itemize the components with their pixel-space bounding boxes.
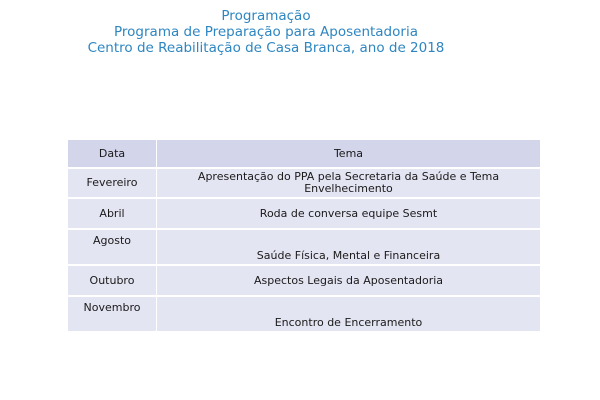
title-line-2: Programa de Preparação para Aposentadoria	[114, 24, 418, 40]
row-date: Agosto	[68, 230, 157, 266]
header-date: Data	[68, 140, 157, 169]
row-date: Fevereiro	[68, 169, 157, 199]
row-theme: Roda de conversa equipe Sesmt	[157, 199, 540, 230]
row-theme: Aspectos Legais da Aposentadoria	[157, 266, 540, 297]
page-title	[0, 8, 532, 56]
table-row	[68, 199, 540, 230]
header-theme: Tema	[157, 140, 540, 169]
row-theme: Apresentação do PPA pela Secretaria da Saúde e Tema Envelhecimento	[157, 169, 540, 199]
row-date: Novembro	[68, 297, 157, 333]
table-header-row	[68, 140, 540, 169]
title-line-3: Centro de Reabilitação de Casa Branca, ano de 2018	[87, 40, 445, 56]
row-date: Abril	[68, 199, 157, 230]
row-date: Outubro	[68, 266, 157, 297]
table-row	[68, 169, 540, 199]
table-row	[68, 266, 540, 297]
table-row	[68, 297, 540, 333]
row-theme: Encontro de Encerramento	[157, 297, 540, 333]
schedule-table	[68, 140, 540, 333]
title-line-1: Programação	[221, 8, 311, 24]
row-theme: Saúde Física, Mental e Financeira	[157, 230, 540, 266]
table-row	[68, 230, 540, 266]
